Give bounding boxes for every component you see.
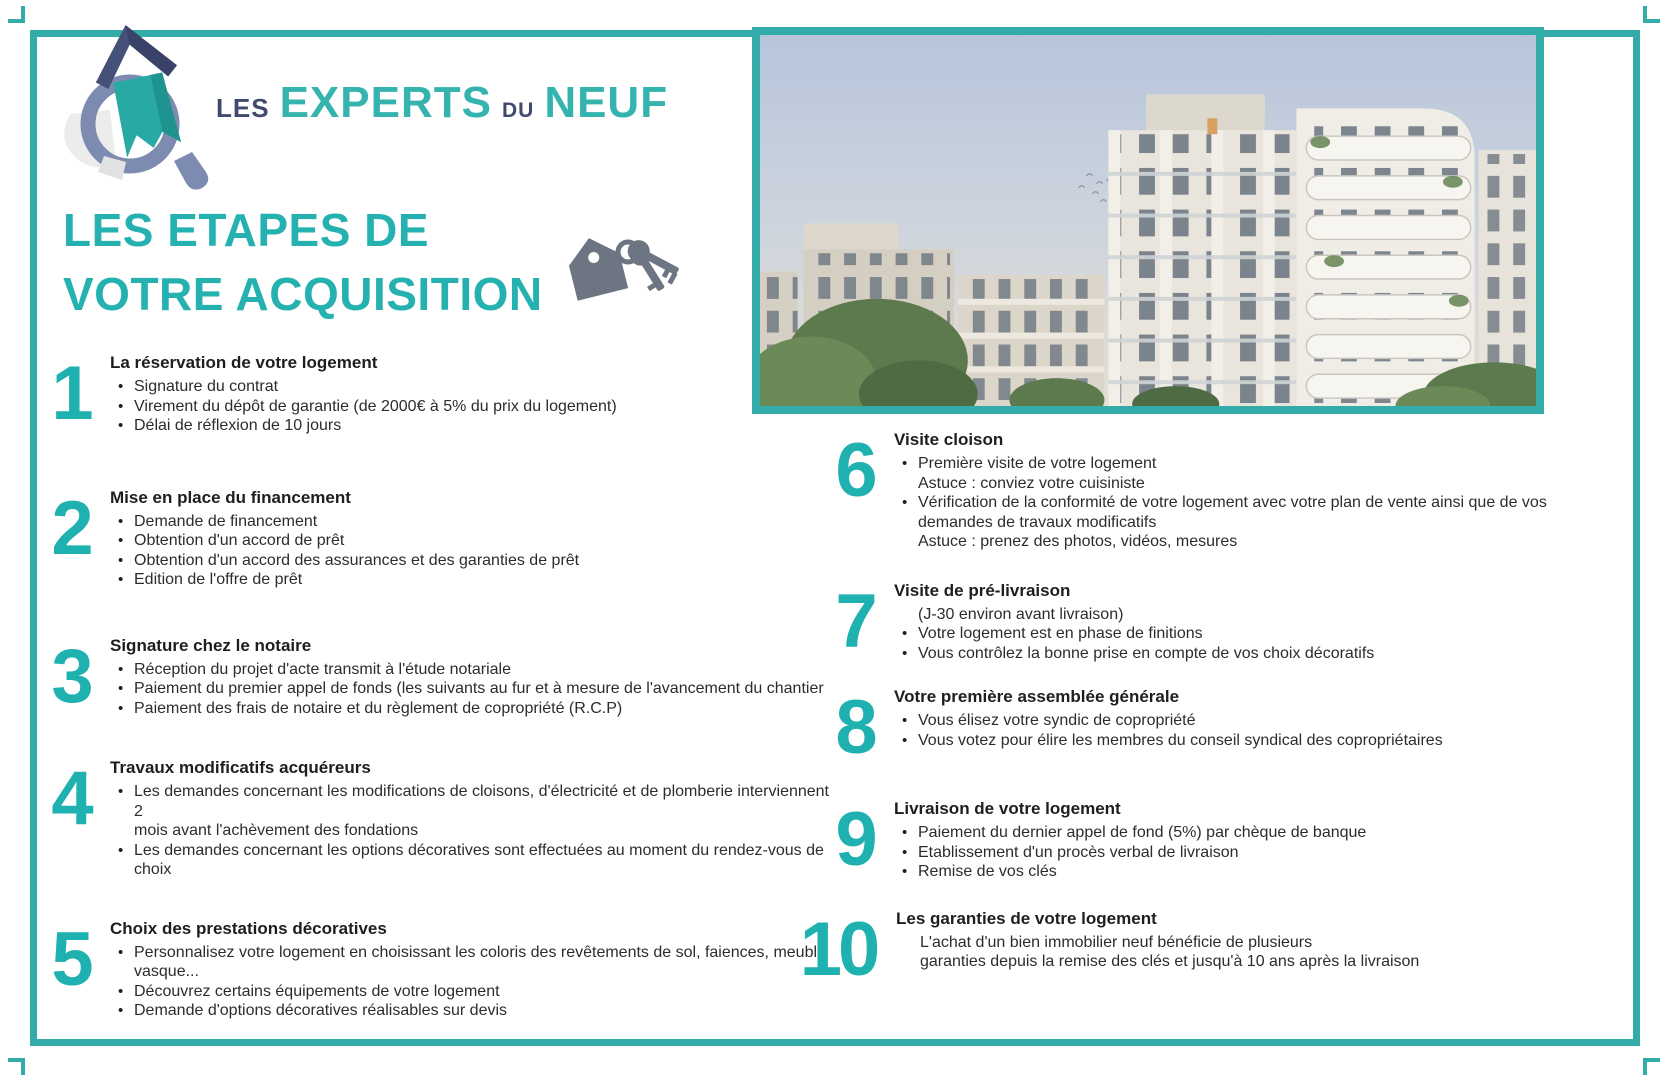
step-item: • Virement du dépôt de garantie (de 2000€ à 5% du prix du logement) [110, 397, 834, 417]
step-item: • Etablissement d'un procès verbal de livraison [894, 843, 1558, 863]
page-title [63, 198, 543, 326]
step-item: • Vous élisez votre syndic de copropriété [894, 711, 1558, 731]
step-item: • Réception du projet d'acte transmit à l'étude notariale [110, 660, 834, 680]
step-item: • Obtention d'un accord de prêt [110, 531, 834, 551]
brand-word-du: DU [501, 99, 535, 122]
brand-word-les: LES [216, 93, 270, 123]
step-block [44, 756, 834, 880]
step-item: • Les demandes concernant les modifications de cloisons, d'électricité et de plomberie interviennent 2 [110, 782, 834, 821]
corner-mark [1643, 1058, 1660, 1075]
step-item-continuation: Astuce : conviez votre cuisiniste [918, 474, 1145, 492]
step-content [110, 634, 834, 719]
step-heading: Livraison de votre logement [894, 799, 1121, 818]
page-title-line1: LES ETAPES DE [63, 204, 430, 256]
step-item: • Paiement des frais de notaire et du règlement de copropriété (R.C.P) [110, 699, 834, 719]
step-number: 6 [835, 428, 875, 513]
step-item-continuation: vasque... [134, 963, 199, 980]
step-content [110, 486, 834, 590]
step-block [828, 579, 1558, 664]
step-number: 9 [835, 797, 875, 882]
step-item: • Vous contrôlez la bonne prise en compte de vos choix décoratifs [894, 644, 1558, 664]
step-heading: Signature chez le notaire [110, 635, 312, 655]
step-heading: Choix des prestations décoratives [110, 918, 387, 938]
step-item: • Obtention d'un accord des assurances et des garanties de prêt [110, 551, 834, 571]
step-item: • Paiement du premier appel de fonds (les suivants au fur et à mesure de l'avancement du chantier [110, 679, 834, 699]
building-photo [752, 27, 1544, 414]
step-item-continuation: Astuce : prenez des photos, vidéos, mesures [918, 533, 1238, 550]
step-item: • Première visite de votre logement [894, 454, 1558, 474]
step-item: • Edition de l'offre de prêt [110, 570, 834, 590]
step-item: • Votre logement est en phase de finitions [894, 624, 1558, 644]
steps-column-right [799, 428, 1558, 992]
step-number: 3 [51, 633, 91, 719]
step-block [44, 917, 834, 1021]
page-title-line2: VOTRE ACQUISITION [63, 268, 543, 320]
step-number: 2 [51, 485, 91, 571]
step-item-continuation: (J-30 environ avant livraison) [918, 605, 1124, 623]
step-item: • Vous votez pour élire les membres du conseil syndical des copropriétaires [894, 731, 1558, 751]
step-block [44, 351, 834, 436]
step-item-continuation: demandes de travaux modificatifs [918, 513, 1157, 531]
step-heading: Travaux modificatifs acquéreurs [110, 758, 371, 777]
corner-mark [1643, 6, 1660, 23]
step-item-continuation: garanties depuis la remise des clés et jusqu'à 10 ans après la livraison [920, 953, 1420, 970]
step-block [44, 486, 834, 590]
step-item: • Délai de réflexion de 10 jours [110, 416, 834, 436]
step-content [894, 579, 1558, 664]
step-item: • Demande d'options décoratives réalisables sur devis [110, 1001, 834, 1021]
step-item: • Découvrez certains équipements de votre logement [110, 982, 834, 1002]
step-heading: Visite cloison [894, 430, 1004, 449]
step-content [896, 907, 1558, 989]
step-heading: Visite de pré-livraison [894, 580, 1071, 600]
step-content [894, 685, 1558, 767]
step-number: 8 [835, 685, 875, 770]
step-item: • Signature du contrat [110, 377, 834, 397]
step-item: • Les demandes concernant les options décoratives sont effectuées au moment du rendez-vous de choix [110, 841, 834, 880]
corner-mark [8, 6, 25, 23]
step-heading: Votre première assemblée générale [894, 687, 1180, 706]
corner-mark [8, 1058, 25, 1075]
step-item-continuation: L'achat d'un bien immobilier neuf bénéficie de plusieurs [920, 933, 1313, 951]
house-keys-icon [558, 222, 683, 312]
step-block [828, 797, 1558, 882]
step-heading: Les garanties de votre logement [896, 908, 1157, 928]
brand-word-experts: EXPERTS [279, 78, 492, 127]
brand-word-neuf: NEUF [544, 78, 669, 127]
brand-wordmark [216, 78, 668, 128]
step-item: • Demande de financement [110, 512, 834, 532]
step-heading: La réservation de votre logement [110, 353, 378, 372]
step-number: 5 [51, 916, 91, 1002]
step-item: • Personnalisez votre logement en choisissant les coloris des revêtements de sol, faiences, meuble [110, 943, 834, 963]
step-item: • Remise de vos clés [894, 862, 1558, 882]
step-content [110, 351, 834, 436]
step-item-continuation: mois avant l'achèvement des fondations [134, 822, 419, 839]
step-content [110, 917, 834, 1021]
step-item: • Vérification de la conformité de votre logement avec votre plan de vente ainsi que de vos [894, 493, 1558, 513]
step-number: 1 [51, 351, 91, 436]
step-content [110, 756, 834, 880]
step-content [894, 428, 1558, 552]
step-block [44, 634, 834, 719]
step-number: 10 [799, 906, 877, 992]
steps-column-left [44, 351, 834, 1021]
step-block [828, 428, 1558, 552]
step-content [894, 797, 1558, 882]
step-block [799, 906, 1558, 992]
house-magnifier-icon [52, 4, 222, 199]
step-number: 7 [835, 578, 875, 664]
step-heading: Mise en place du financement [110, 487, 351, 507]
step-block [828, 685, 1558, 770]
step-number: 4 [51, 756, 91, 841]
step-item: • Paiement du dernier appel de fond (5%) par chèque de banque [894, 823, 1558, 843]
